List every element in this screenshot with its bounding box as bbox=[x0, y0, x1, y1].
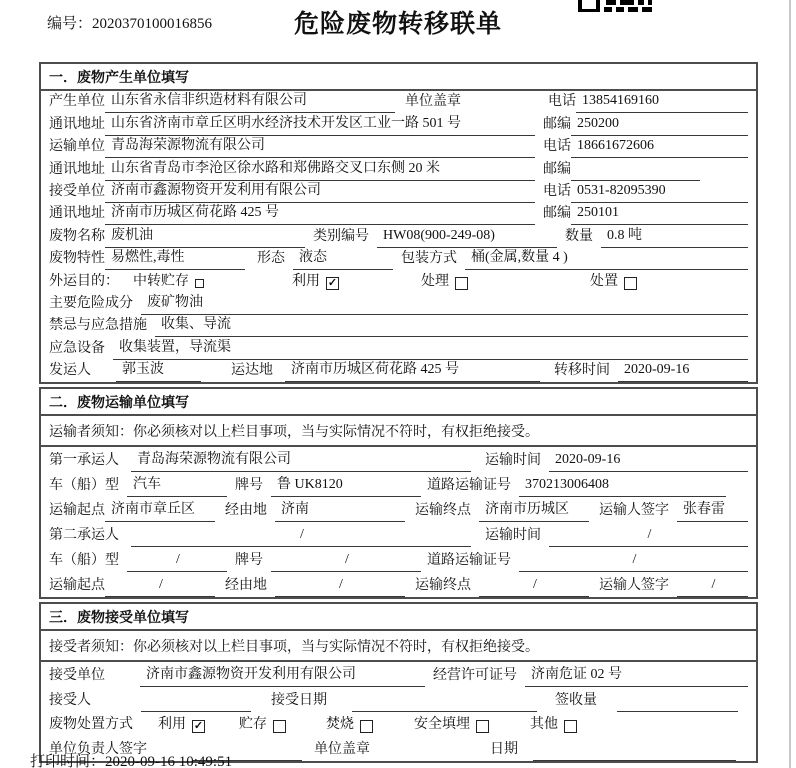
vehicle-type-label: 车（船）型 bbox=[49, 478, 119, 494]
producer-address-label: 通讯地址 bbox=[49, 116, 105, 132]
emergency-equipment-value: 收集装置，导流渠 bbox=[113, 337, 748, 359]
row-accept-person bbox=[41, 687, 756, 712]
carrier-sign-label: 运输人签字 bbox=[599, 503, 669, 519]
waste-qty-label: 数量 bbox=[565, 228, 593, 244]
responsible-sign-label: 单位负责人签字 bbox=[49, 742, 147, 758]
print-time-value: 2020-09-16 10:49:51 bbox=[105, 754, 233, 768]
received-qty-label: 签收量 bbox=[555, 692, 597, 708]
checkbox-treat-unchecked bbox=[455, 277, 468, 290]
row-transport-route2 bbox=[41, 572, 756, 597]
route2-end-value: / bbox=[479, 577, 589, 597]
disposal-option-use: 利用 bbox=[158, 717, 186, 733]
row-transport-route bbox=[41, 497, 756, 522]
producer-unit-value: 山东省永信非织造材料有限公司 bbox=[105, 91, 395, 113]
route-via-value: 济南 bbox=[275, 498, 405, 522]
accept-date-label: 接受日期 bbox=[271, 692, 327, 708]
packing-value: 桶(金属,数量 4 ) bbox=[465, 248, 748, 270]
producer-unit-label: 产生单位 bbox=[49, 94, 105, 110]
shipper-label: 发运人 bbox=[49, 363, 91, 379]
disposal-option-store: 贮存 bbox=[239, 717, 267, 733]
road-permit2-label: 道路运输证号 bbox=[427, 553, 511, 569]
license-value: 济南危证 02 号 bbox=[525, 663, 748, 687]
checkbox-dispose-unchecked bbox=[624, 277, 637, 290]
transporter-address-label: 通讯地址 bbox=[49, 161, 105, 177]
date-label: 日期 bbox=[490, 742, 518, 758]
road-permit-label: 道路运输证号 bbox=[427, 478, 511, 494]
shipper-value: 郭玉波 bbox=[116, 360, 201, 382]
page-title: 危险废物转移联单 bbox=[293, 10, 502, 38]
checkbox-storage-unchecked bbox=[195, 279, 204, 288]
route-end-value: 济南市历城区 bbox=[479, 498, 589, 522]
receiver-unit-label: 接受单位 bbox=[49, 183, 105, 199]
section-receiver-header: 三．废物接受单位填写 bbox=[41, 604, 756, 631]
row-receiver-unit bbox=[41, 181, 756, 203]
unit-seal2-label: 单位盖章 bbox=[314, 742, 370, 758]
road-permit-value: 370213006408 bbox=[519, 477, 726, 497]
route2-via-label: 经由地 bbox=[225, 578, 267, 594]
purpose-label: 外运目的： bbox=[49, 273, 119, 289]
plate2-label: 牌号 bbox=[235, 553, 263, 569]
disposal-option-burn: 焚烧 bbox=[326, 717, 354, 733]
checkbox-disposal-landfill-unchecked bbox=[476, 720, 489, 733]
received-qty-value bbox=[617, 708, 738, 712]
section-transport bbox=[39, 387, 758, 599]
receiver-zip-value: 250101 bbox=[571, 205, 748, 225]
vehicle-type2-label: 车（船）型 bbox=[49, 553, 119, 569]
emergency-measures-label: 禁忌与应急措施 bbox=[49, 318, 147, 334]
producer-phone-label: 电话 bbox=[548, 94, 576, 110]
row-first-carrier bbox=[41, 447, 756, 472]
waste-property-value: 易燃性,毒性 bbox=[105, 248, 245, 270]
first-carrier-value: 青岛海荣源物流有限公司 bbox=[131, 448, 471, 472]
license-label: 经营许可证号 bbox=[433, 667, 517, 683]
receiver-unit-value: 济南市鑫源物资开发利用有限公司 bbox=[105, 181, 535, 203]
section-producer bbox=[39, 62, 758, 384]
waste-name-label: 废物名称 bbox=[49, 228, 105, 244]
transporter-unit-value: 青岛海荣源物流有限公司 bbox=[105, 136, 535, 158]
purpose-option-use: 利用 bbox=[292, 273, 320, 289]
row-hazard-component bbox=[41, 293, 756, 315]
section-producer-header: 一．废物产生单位填写 bbox=[41, 64, 756, 91]
transfer-time-label: 转移时间 bbox=[554, 363, 610, 379]
transporter-zip-value bbox=[571, 177, 700, 181]
accept-date-value bbox=[352, 708, 537, 712]
producer-zip-value: 250200 bbox=[571, 116, 748, 136]
waste-form-label: 形态 bbox=[257, 251, 285, 267]
row-disposal-method bbox=[41, 712, 756, 737]
disposal-option-other: 其他 bbox=[530, 717, 558, 733]
checkbox-use-checked: ✓ bbox=[327, 276, 338, 289]
row-producer-unit bbox=[41, 91, 756, 113]
checkbox-disposal-burn-unchecked bbox=[360, 720, 373, 733]
road-permit2-value: / bbox=[519, 552, 748, 572]
waste-property-label: 废物特性 bbox=[49, 251, 105, 267]
checkbox-disposal-store-unchecked bbox=[273, 720, 286, 733]
page-edge-line bbox=[789, 0, 791, 768]
waste-qty-value: 0.8 吨 bbox=[601, 225, 748, 247]
disposal-method-label: 废物处置方式 bbox=[49, 717, 133, 733]
waste-form-value: 液态 bbox=[293, 248, 393, 270]
producer-zip-label: 邮编 bbox=[543, 116, 571, 132]
date-value bbox=[533, 757, 736, 761]
section-transport-header: 二．废物运输单位填写 bbox=[41, 389, 756, 416]
route2-start-value: / bbox=[105, 577, 215, 597]
row-emergency-equipment bbox=[41, 337, 756, 359]
transport-time2-value: / bbox=[549, 527, 748, 547]
serial-number: 2020370100016856 bbox=[92, 16, 213, 32]
row-producer-address bbox=[41, 113, 756, 135]
row-emergency-measures bbox=[41, 315, 756, 337]
vehicle-type2-value: / bbox=[127, 552, 227, 572]
row-shipper bbox=[41, 360, 756, 382]
destination-value: 济南市历城区荷花路 425 号 bbox=[285, 360, 540, 382]
route-start-value: 济南市章丘区 bbox=[105, 498, 215, 522]
checkbox-disposal-use-checked: ✓ bbox=[193, 720, 204, 733]
vehicle-type-value: 汽车 bbox=[127, 473, 227, 497]
accept-person-value bbox=[141, 708, 251, 712]
transport-notice: 运输者须知：你必须核对以上栏目事项，当与实际情况不符时，有权拒绝接受。 bbox=[41, 416, 756, 447]
route-end-label: 运输终点 bbox=[415, 503, 471, 519]
carrier-sign2-label: 运输人签字 bbox=[599, 578, 669, 594]
receiver-phone-value: 0531-82095390 bbox=[571, 183, 748, 203]
receiver-notice: 接受者须知：你必须核对以上栏目事项，当与实际情况不符时，有权拒绝接受。 bbox=[41, 631, 756, 662]
row-waste-property bbox=[41, 248, 756, 270]
transporter-zip-label: 邮编 bbox=[543, 161, 571, 177]
section-receiver bbox=[39, 602, 758, 763]
route-via-label: 经由地 bbox=[225, 503, 267, 519]
producer-phone-value: 13854169160 bbox=[576, 93, 748, 113]
form-body bbox=[39, 62, 758, 766]
route2-via-value: / bbox=[275, 577, 405, 597]
row-vehicle-type bbox=[41, 472, 756, 497]
row-waste-name bbox=[41, 225, 756, 247]
transporter-unit-label: 运输单位 bbox=[49, 139, 105, 155]
transporter-address-value: 山东省青岛市李沧区徐水路和郑佛路交叉口东侧 20 米 bbox=[105, 158, 535, 180]
serial-label: 编号： bbox=[47, 16, 93, 32]
waste-code-value: HW08(900-249-08) bbox=[377, 228, 557, 248]
transporter-phone-label: 电话 bbox=[543, 139, 571, 155]
waste-code-label: 类别编号 bbox=[313, 228, 369, 244]
plate-label: 牌号 bbox=[235, 478, 263, 494]
producer-address-value: 山东省济南市章丘区明水经济技术开发区工业一路 501 号 bbox=[105, 113, 535, 135]
accept-unit-value: 济南市鑫源物资开发利用有限公司 bbox=[140, 663, 425, 687]
route2-start-label: 运输起点 bbox=[49, 578, 105, 594]
emergency-equipment-label: 应急设备 bbox=[49, 340, 105, 356]
purpose-option-storage: 中转贮存 bbox=[133, 273, 189, 289]
transport-time-label: 运输时间 bbox=[485, 453, 541, 469]
plate2-value: / bbox=[271, 552, 421, 572]
purpose-option-treat: 处理 bbox=[421, 273, 449, 289]
waste-name-value: 废机油 bbox=[105, 225, 305, 247]
hazard-component-label: 主要危险成分 bbox=[49, 295, 133, 311]
second-carrier-label: 第二承运人 bbox=[49, 528, 119, 544]
accept-person-label: 接受人 bbox=[49, 692, 91, 708]
receiver-address-value: 济南市历城区荷花路 425 号 bbox=[105, 203, 535, 225]
transfer-time-value: 2020-09-16 bbox=[618, 362, 748, 382]
route2-end-label: 运输终点 bbox=[415, 578, 471, 594]
receiver-phone-label: 电话 bbox=[543, 183, 571, 199]
first-carrier-label: 第一承运人 bbox=[49, 453, 119, 469]
transport-time-value: 2020-09-16 bbox=[549, 452, 748, 472]
second-carrier-value: / bbox=[131, 527, 471, 547]
print-time-line bbox=[30, 750, 232, 768]
destination-label: 运达地 bbox=[231, 363, 273, 379]
row-transporter-address bbox=[41, 158, 756, 180]
unit-seal-label: 单位盖章 bbox=[405, 94, 461, 110]
carrier-sign-value: 张春雷 bbox=[677, 498, 748, 522]
transport-time2-label: 运输时间 bbox=[485, 528, 541, 544]
purpose-option-dispose: 处置 bbox=[590, 273, 618, 289]
row-second-carrier bbox=[41, 522, 756, 547]
plate-value: 鲁 UK8120 bbox=[271, 473, 421, 497]
hazard-component-value: 废矿物油 bbox=[141, 293, 748, 315]
transporter-phone-value: 18661672606 bbox=[571, 138, 748, 158]
row-receiver-address bbox=[41, 203, 756, 225]
row-transfer-purpose bbox=[41, 270, 756, 292]
row-vehicle-type2 bbox=[41, 547, 756, 572]
packing-label: 包装方式 bbox=[401, 251, 457, 267]
emergency-measures-value: 收集、导流 bbox=[155, 315, 748, 337]
checkbox-disposal-other-unchecked bbox=[564, 720, 577, 733]
row-accept-unit bbox=[41, 662, 756, 687]
print-time-label: 打印时间： bbox=[30, 754, 106, 768]
disposal-option-landfill: 安全填埋 bbox=[414, 717, 470, 733]
carrier-sign2-value: / bbox=[677, 577, 748, 597]
receiver-address-label: 通讯地址 bbox=[49, 206, 105, 222]
row-transporter-unit bbox=[41, 136, 756, 158]
accept-unit-label: 接受单位 bbox=[49, 667, 105, 683]
route-start-label: 运输起点 bbox=[49, 503, 105, 519]
receiver-zip-label: 邮编 bbox=[543, 206, 571, 222]
